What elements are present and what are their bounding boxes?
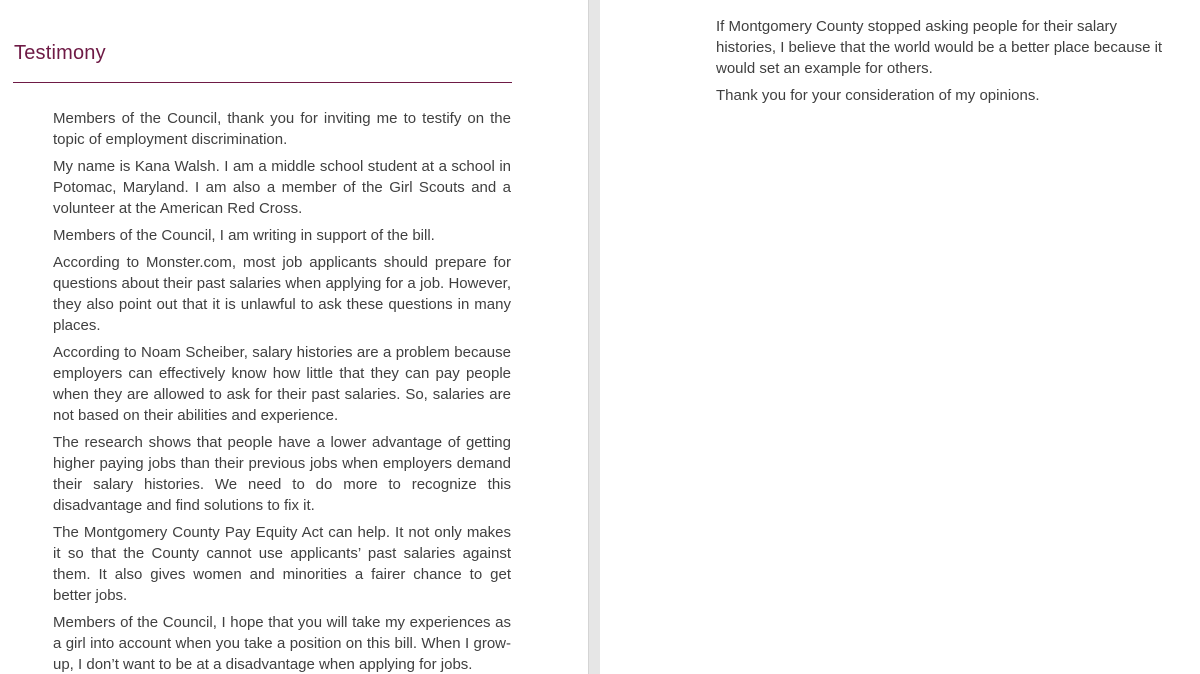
left-page-body (53, 108, 511, 674)
paragraph: According to Noam Scheiber, salary histories are a problem because employers can effectively know how little that they can pay people when they are allowed to ask for their past salaries. So, salaries are not based on their abilities and experience. (53, 344, 511, 424)
document-heading: Testimony (14, 42, 106, 64)
paragraph: The research shows that people have a lower advantage of getting higher paying jobs than their previous jobs when employers demand their salary histories. We need to do more to recognize this disadvantage and find solutions to fix it. (53, 434, 511, 514)
paragraph: The Montgomery County Pay Equity Act can help. It not only makes it so that the County cannot use applicants’ past salaries against them. It also gives women and minorities a fairer chance to get better jobs. (53, 524, 511, 604)
paragraph: Thank you for your consideration of my opinions. (716, 87, 1040, 104)
right-page-body (716, 16, 1176, 112)
page-separator (588, 0, 600, 674)
document-page-left[interactable] (0, 0, 588, 674)
paragraph: According to Monster.com, most job applicants should prepare for questions about their past salaries when applying for a job. However, they also point out that it is unlawful to ask these questions in many places. (53, 254, 511, 334)
page-separator-edge (588, 0, 589, 674)
document-page-right[interactable] (600, 0, 1200, 674)
paragraph: Members of the Council, I am writing in support of the bill. (53, 227, 435, 244)
heading-underline (13, 82, 512, 83)
paragraph: If Montgomery County stopped asking people for their salary histories, I believe that the world would be a better place because it would set an example for others. (716, 18, 1163, 77)
paragraph: My name is Kana Walsh. I am a middle school student at a school in Potomac, Maryland. I am also a member of the Girl Scouts and a volunteer at the American Red Cross. (53, 158, 511, 217)
paragraph: Members of the Council, thank you for inviting me to testify on the topic of employment discrimination. (53, 110, 511, 148)
paragraph: Members of the Council, I hope that you will take my experiences as a girl into account when you take a position on this bill. When I grow-up, I don’t want to be at a disadvantage when applying for jobs. (53, 614, 511, 673)
